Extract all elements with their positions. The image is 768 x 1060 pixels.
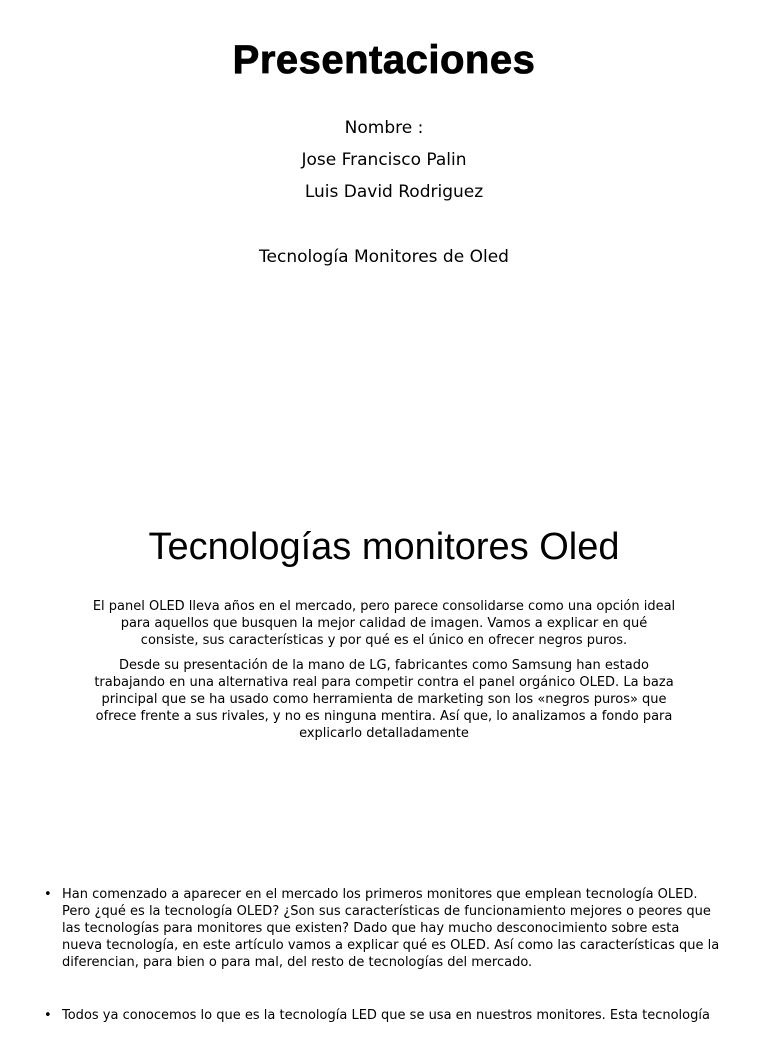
slide-heading: Tecnologías monitores Oled: [148, 526, 620, 568]
name-label: Nombre :: [344, 118, 424, 138]
slide-intro: [0, 430, 768, 860]
paragraph: El panel OLED lleva años en el mercado, pero parece consolidarse como una opción ideal para aquellos que busquen la mejor calidad de imagen. Vamos a explicar en qué consiste, sus características y por qué es el único en ofrecer negros puros.: [92, 599, 676, 648]
bullet-item: [44, 1007, 720, 1024]
bullet-text: Han comenzado a aparecer en el mercado los primeros monitores que emplean tecnología OLED. Pero ¿qué es la tecnología OLED? ¿Son sus características de funcionamiento mejores o peores que las tecnologías para monitores que existen? Dado que hay mucho desconocimiento sobre esta nueva tecnología, en este artículo vamos a explicar qué es OLED. Así como las características que la diferencian, para bien o para mal, del resto de tecnologías del mercado.: [62, 887, 720, 970]
slide-title: [0, 0, 768, 430]
paragraph: Desde su presentación de la mano de LG, fabricantes como Samsung han estado trabajando en una alternativa real para competir contra el panel orgánico OLED. La baza principal que se ha usado como herramienta de marketing son los «negros puros» que ofrece frente a sus rivales, y no es ninguna mentira. Así que, lo analizamos a fondo para explicarlo detalladamente: [94, 658, 674, 741]
presentation-topic: Tecnología Monitores de Oled: [259, 247, 509, 267]
bullet-list: [44, 886, 720, 1060]
presentation-title: Presentaciones: [232, 38, 536, 82]
author-name: Jose Francisco Palin: [301, 150, 467, 170]
author-name: Luis David Rodriguez: [304, 182, 484, 202]
bullet-text: Todos ya conocemos lo que es la tecnología LED que se usa en nuestros monitores. Esta tecnología: [62, 1008, 710, 1023]
bullet-icon: •: [44, 887, 52, 902]
slide-bullets: [0, 860, 768, 1024]
bullet-item: [44, 886, 720, 971]
bullet-icon: •: [44, 1008, 52, 1023]
